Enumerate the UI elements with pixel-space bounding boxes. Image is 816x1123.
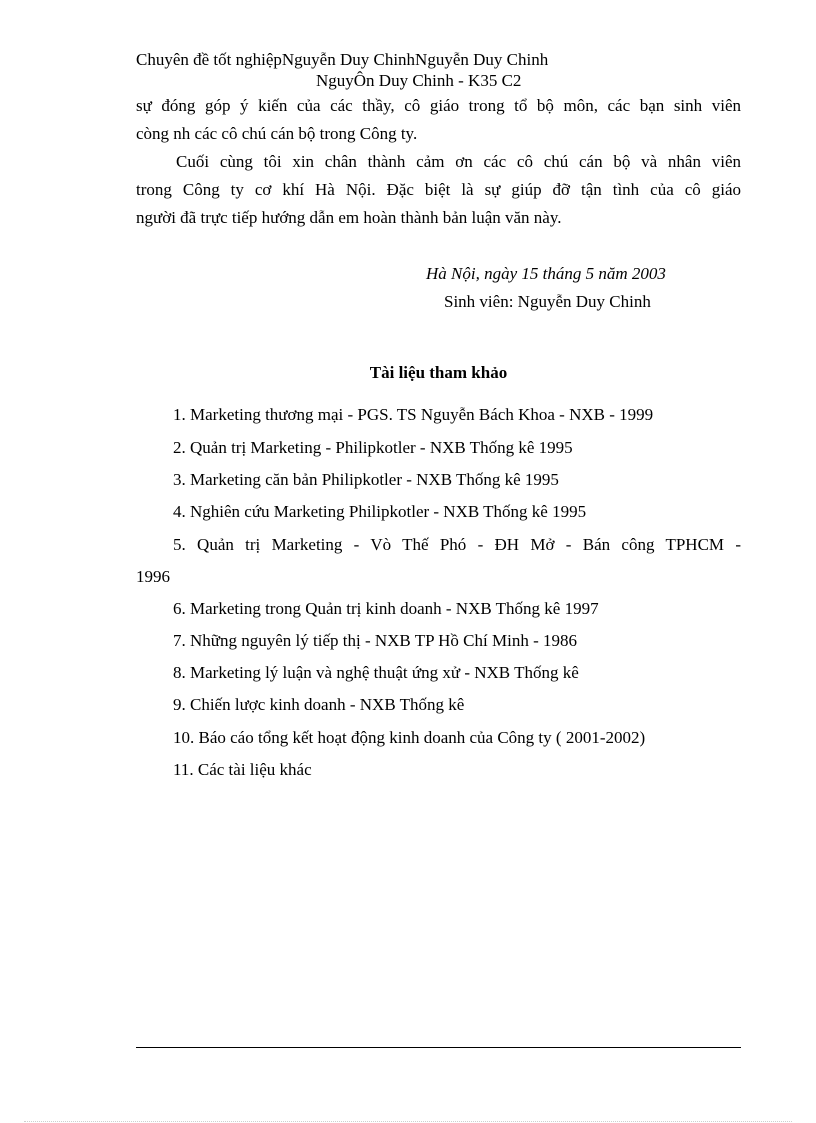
reference-item-2: 2. Quản trị Marketing - Philipkotler - NXB Thống kê 1995	[173, 438, 573, 457]
references-title: Tài liệu tham khảo	[369, 363, 508, 382]
reference-item-9: 9. Chiến lược kinh doanh - NXB Thống kê	[173, 695, 465, 714]
reference-item-8: 8. Marketing lý luận và nghệ thuật ứng xử - NXB Thống kê	[173, 663, 579, 682]
reference-item-11: 11. Các tài liệu khác	[173, 760, 312, 779]
reference-item-5	[136, 534, 741, 588]
reference-item-10: 10. Báo cáo tổng kết hoạt động kinh doanh của Công ty ( 2001-2002)	[173, 728, 646, 747]
footer-rule	[136, 1047, 741, 1048]
reference-item-6: 6. Marketing trong Quản trị kinh doanh - NXB Thống kê 1997	[173, 599, 599, 618]
header-line-2: NguyÔn Duy Chinh - K35 C2	[316, 71, 522, 90]
reference-item-1: 1. Marketing thương mại - PGS. TS Nguyễn Bách Khoa - NXB - 1999	[173, 405, 654, 424]
paragraph-2-line-2: trong Công ty cơ khí Hà Nội. Đặc biệt là sự giúp đỡ tận tình của cô giáo	[136, 180, 741, 199]
reference-item-3: 3. Marketing căn bản Philipkotler - NXB Thống kê 1995	[173, 470, 559, 489]
paragraph-1-line-1: sự đóng góp ý kiến của các thầy, cô giáo trong tổ bộ môn, các bạn sinh viên	[136, 96, 741, 115]
signature-student: Sinh viên: Nguyễn Duy Chinh	[444, 292, 651, 311]
reference-item-5-line-2: 1996	[136, 567, 170, 586]
reference-item-4: 4. Nghiên cứu Marketing Philipkotler - NXB Thống kê 1995	[173, 502, 587, 521]
paragraph-2-line-3: người đã trực tiếp hướng dẫn em hoàn thành bản luận văn này.	[136, 208, 562, 227]
reference-item-7: 7. Những nguyên lý tiếp thị - NXB TP Hồ Chí Minh - 1986	[173, 631, 577, 650]
paragraph-2-line-1: Cuối cùng tôi xin chân thành cảm ơn các cô chú cán bộ và nhân viên	[176, 152, 741, 171]
signature-date: Hà Nội, ngày 15 tháng 5 năm 2003	[426, 264, 666, 283]
page-edge-divider	[24, 1121, 792, 1122]
paragraph-1-line-2: còng nh các cô chú cán bộ trong Công ty.	[136, 124, 418, 143]
reference-item-5-line-1: 5. Quản trị Marketing - Vò Thế Phó - ĐH Mở - Bán công TPHCM -	[173, 535, 741, 554]
header-line-1: Chuyên đề tốt nghiệpNguyễn Duy ChinhNguyễn Duy Chinh	[136, 50, 549, 69]
